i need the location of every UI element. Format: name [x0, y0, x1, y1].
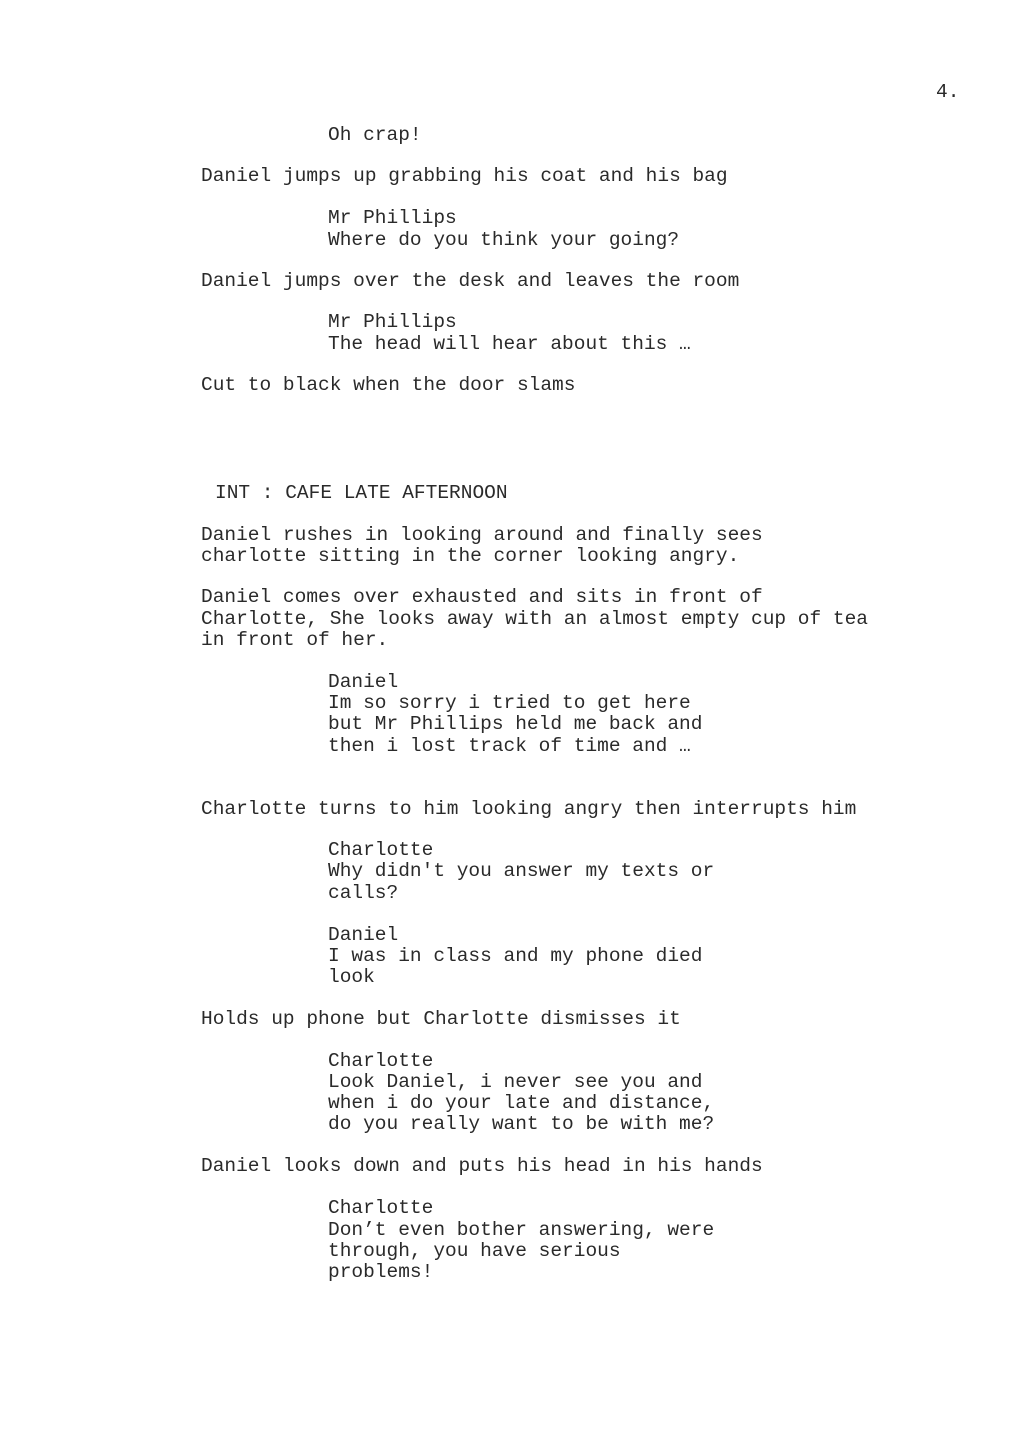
- action-line: Daniel rushes in looking around and finally sees: [201, 524, 763, 546]
- dialogue-line: I was in class and my phone died: [328, 945, 703, 967]
- scene-heading: INT : CAFE LATE AFTERNOON: [215, 482, 508, 504]
- action-line: Daniel comes over exhausted and sits in front of: [201, 586, 763, 608]
- action-line: Holds up phone but Charlotte dismisses it: [201, 1008, 681, 1030]
- character-name: Charlotte: [328, 1050, 434, 1072]
- dialogue-line: do you really want to be with me?: [328, 1113, 715, 1135]
- action-line: Daniel jumps over the desk and leaves the room: [201, 270, 740, 292]
- character-name: Mr Phillips: [328, 207, 457, 229]
- dialogue-line: Where do you think your going?: [328, 229, 680, 251]
- action-line: Daniel looks down and puts his head in his hands: [201, 1155, 763, 1177]
- page-number: 4.: [936, 81, 960, 103]
- action-line: Daniel jumps up grabbing his coat and his bag: [201, 165, 728, 187]
- action-line: Charlotte, She looks away with an almost empty cup of tea: [201, 608, 869, 630]
- dialogue-line: calls?: [328, 882, 399, 904]
- action-line: in front of her.: [201, 629, 389, 651]
- character-name: Mr Phillips: [328, 311, 457, 333]
- dialogue-line: Don’t even bother answering, were: [328, 1219, 715, 1241]
- dialogue-line: but Mr Phillips held me back and: [328, 713, 703, 735]
- dialogue-line: Why didn't you answer my texts or: [328, 860, 715, 882]
- dialogue-line: problems!: [328, 1261, 434, 1283]
- dialogue-line: Im so sorry i tried to get here: [328, 692, 691, 714]
- dialogue-line: then i lost track of time and …: [328, 735, 691, 757]
- character-name: Daniel: [328, 671, 399, 693]
- character-name: Charlotte: [328, 1197, 434, 1219]
- action-line: Charlotte turns to him looking angry then interrupts him: [201, 798, 857, 820]
- character-name: Daniel: [328, 924, 399, 946]
- dialogue-line: The head will hear about this …: [328, 333, 691, 355]
- dialogue-line: Oh crap!: [328, 124, 422, 146]
- character-name: Charlotte: [328, 839, 434, 861]
- dialogue-line: Look Daniel, i never see you and: [328, 1071, 703, 1093]
- dialogue-line: look: [328, 966, 375, 988]
- dialogue-line: when i do your late and distance,: [328, 1092, 715, 1114]
- action-line: charlotte sitting in the corner looking angry.: [201, 545, 740, 567]
- action-line: Cut to black when the door slams: [201, 374, 576, 396]
- dialogue-line: through, you have serious: [328, 1240, 621, 1262]
